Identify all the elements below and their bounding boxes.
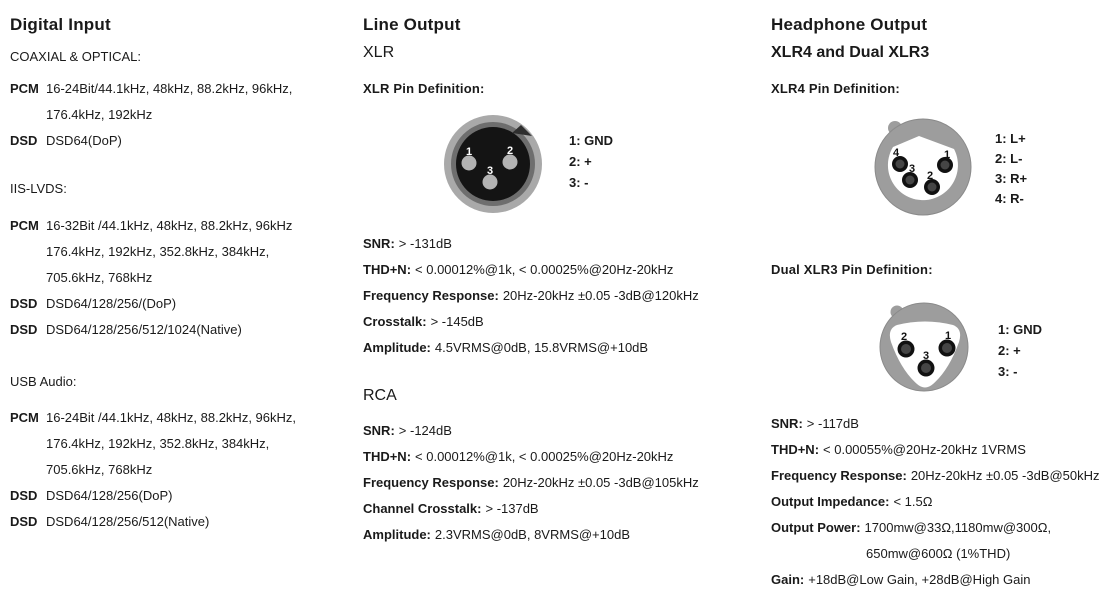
pin-number: 3 (486, 165, 494, 177)
spec-line: Frequency Response: 20Hz-20kHz ±0.05 -3dB@105kHz (363, 475, 699, 490)
format-values: 16-24Bit /44.1kHz, 48kHz, 88.2kHz, 96kHz, 176.4kHz, 192kHz, 352.8kHz, 384kHz, 705.6kHz, 768kHz (46, 410, 297, 477)
spec-line: Output Power: 1700mw@33Ω,1180mw@300Ω, (771, 520, 1052, 535)
dual-xlr3-connector-figure (771, 298, 1115, 398)
format-row-dsd (10, 483, 172, 509)
rca-subsection-name: RCA (363, 387, 397, 404)
spec-line: Crosstalk: > -145dB (363, 314, 484, 329)
spec-line: Amplitude: 4.5VRMS@0dB, 15.8VRMS@+10dB (363, 340, 649, 355)
xlr-male-connector-diagram (363, 112, 553, 216)
dual-xlr3-connector-diagram (771, 298, 981, 398)
format-row-pcm (10, 213, 292, 291)
pin-number: 2 (926, 170, 934, 182)
pin-number: 1 (465, 146, 473, 158)
digital-input-title: Digital Input (10, 15, 111, 35)
xlr4-pin-definition-heading: XLR4 Pin Definition: (771, 81, 900, 96)
headphone-output-subtitle: XLR4 and Dual XLR3 (771, 44, 930, 61)
spec-line: THD+N: < 0.00012%@1k, < 0.00025%@20Hz-20kHz (363, 449, 674, 464)
spec-line: Amplitude: 2.3VRMS@0dB, 8VRMS@+10dB (363, 527, 631, 542)
format-label: DSD (10, 296, 38, 311)
format-row-dsd (10, 317, 242, 343)
format-label: PCM (10, 218, 39, 233)
pin-number: 1 (943, 149, 951, 161)
spec-line: THD+N: < 0.00055%@20Hz-20kHz 1VRMS (771, 442, 1026, 457)
xlr-pin-definition-heading: XLR Pin Definition: (363, 81, 485, 96)
headphone-output-title: Headphone Output (771, 15, 928, 35)
dual-xlr3-pin-labels: 1: GND 2: + 3: - (998, 322, 1043, 379)
group-heading-iis-lvds: IIS-LVDS: (10, 181, 67, 196)
xlr-subsection-name: XLR (363, 44, 395, 61)
format-values: DSD64(DoP) (46, 133, 122, 148)
format-label: DSD (10, 488, 38, 503)
format-row-pcm (10, 405, 296, 483)
group-heading-coaxial-optical: COAXIAL & OPTICAL: (10, 49, 142, 64)
format-values: DSD64/128/256/(DoP) (46, 296, 177, 311)
xlr4-pin-labels: 1: L+ 2: L- 3: R+ 4: R- (995, 131, 1028, 206)
spec-line: SNR: > -124dB (363, 423, 452, 438)
rca-specs (363, 418, 699, 548)
xlr-pin-labels: 1: GND 2: + 3: - (569, 133, 614, 190)
pin-number: 2 (900, 331, 908, 343)
spec-line: Channel Crosstalk: > -137dB (363, 501, 539, 516)
spec-line: Frequency Response: 20Hz-20kHz ±0.05 -3dB@120kHz (363, 288, 699, 303)
xlr4-connector-diagram (771, 115, 981, 221)
format-label: DSD (10, 133, 38, 148)
spec-line: Output Impedance: < 1.5Ω (771, 494, 933, 509)
xlr-specs (363, 231, 699, 361)
headphone-specs (771, 411, 1100, 593)
format-row-dsd (10, 291, 176, 317)
pin-number: 2 (506, 145, 514, 157)
spec-line: SNR: > -117dB (771, 416, 859, 431)
format-label: PCM (10, 81, 39, 96)
spec-line: Gain: +18dB@Low Gain, +28dB@High Gain (771, 572, 1031, 587)
format-row-dsd (10, 509, 209, 535)
format-label: DSD (10, 322, 38, 337)
format-values: DSD64/128/256(DoP) (46, 488, 173, 503)
pin-number: 3 (922, 350, 930, 362)
dual-xlr3-pin-definition-heading: Dual XLR3 Pin Definition: (771, 262, 933, 277)
format-row-pcm (10, 76, 292, 128)
format-label: PCM (10, 410, 39, 425)
pin-number: 1 (944, 330, 952, 342)
pin-number: 4 (892, 147, 900, 159)
format-values: 16-32Bit /44.1kHz, 48kHz, 88.2kHz, 96kHz 176.4kHz, 192kHz, 352.8kHz, 384kHz, 705.6kHz, 768kHz (46, 218, 293, 285)
spec-line: THD+N: < 0.00012%@1k, < 0.00025%@20Hz-20kHz (363, 262, 674, 277)
format-values: DSD64/128/256/512/1024(Native) (46, 322, 242, 337)
spec-line: Frequency Response: 20Hz-20kHz ±0.05 -3dB@50kHz (771, 468, 1100, 483)
group-heading-usb-audio: USB Audio: (10, 374, 77, 389)
format-label: DSD (10, 514, 38, 529)
line-output-title: Line Output (363, 15, 461, 35)
format-row-dsd (10, 128, 122, 154)
format-values: DSD64/128/256/512(Native) (46, 514, 210, 529)
format-values: 16-24Bit/44.1kHz, 48kHz, 88.2kHz, 96kHz, 176.4kHz, 192kHz (46, 81, 293, 122)
spec-line-continuation: 650mw@600Ω (1%THD) (866, 546, 1011, 561)
spec-line: SNR: > -131dB (363, 236, 452, 251)
pin-number: 3 (908, 163, 916, 175)
xlr4-connector-figure (771, 115, 1115, 221)
xlr-male-connector-figure (363, 112, 765, 216)
